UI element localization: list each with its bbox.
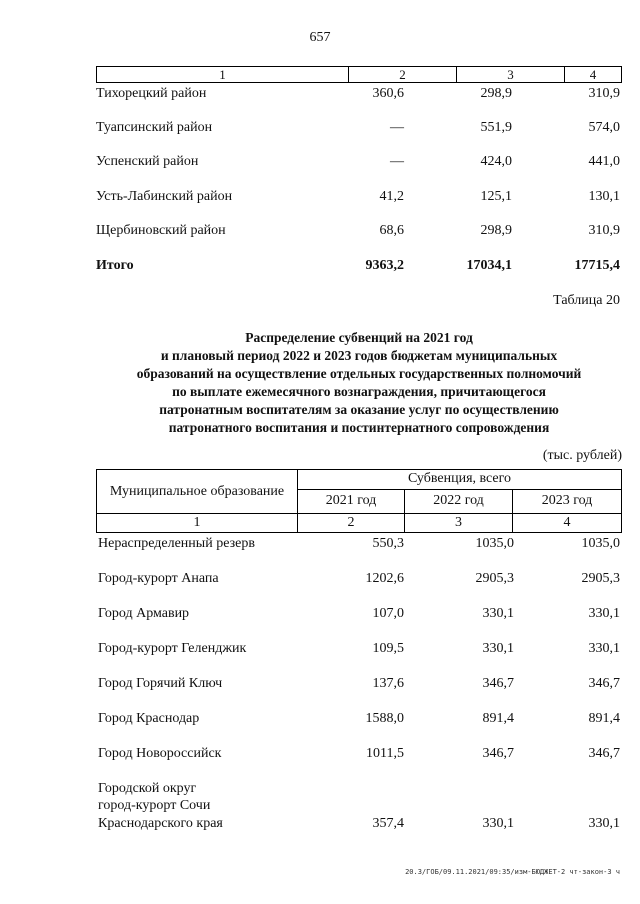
table-row — [96, 189, 622, 209]
table1-col-num-4: 4 — [589, 67, 597, 82]
row-value-2021: 1011,5 — [366, 746, 404, 761]
total-value-2022: 17034,1 — [466, 258, 512, 273]
row-name-line: город-курорт Сочи — [98, 798, 211, 813]
table2-col-num-3: 3 — [455, 515, 462, 530]
row-value-2021: — — [390, 120, 404, 135]
total-value-2023: 17715,4 — [574, 258, 620, 273]
row-value-2022: 330,1 — [482, 606, 514, 621]
table-row — [96, 781, 622, 841]
row-value-2021: 137,6 — [372, 676, 404, 691]
row-value-2022: 298,9 — [480, 223, 512, 238]
row-value-2022: 330,1 — [482, 641, 514, 656]
row-name: Город Новороссийск — [98, 746, 222, 761]
table-row — [96, 154, 622, 174]
row-value-2022: 298,9 — [480, 86, 512, 101]
row-value-2021: 357,4 — [372, 816, 404, 831]
year-2023-header: 2023 год — [541, 493, 593, 508]
total-value-2021: 9363,2 — [365, 258, 404, 273]
table2-col-num-4: 4 — [563, 515, 571, 530]
row-name: Туапсинский район — [96, 120, 213, 135]
row-value-2021: 109,5 — [372, 641, 404, 656]
row-value-2021: — — [390, 154, 404, 169]
row-value-2021: 107,0 — [372, 606, 404, 621]
footer-code: 20.3/ГОБ/09.11.2021/09:35/изм-БЮДЖЕТ-2 чт-закон-3 ч — [405, 868, 620, 876]
table1-col-num-2: 2 — [399, 67, 406, 82]
row-value-2021: 550,3 — [372, 536, 404, 551]
table-row — [96, 641, 622, 661]
row-value-2023: 574,0 — [588, 120, 620, 135]
table2-col-num-1: 1 — [193, 515, 201, 530]
row-name: Тихорецкий район — [96, 86, 207, 101]
year-2021-header: 2021 год — [325, 493, 377, 508]
row-value-2023: 330,1 — [588, 606, 620, 621]
title-line: патронатного воспитания и постинтернатного сопровождения — [168, 420, 550, 435]
row-value-2022: 330,1 — [482, 816, 514, 831]
units-label: (тыс. рублей) — [542, 448, 622, 463]
row-name-line: Краснодарского края — [98, 816, 223, 831]
page-number: 657 — [309, 30, 331, 45]
table-row — [96, 746, 622, 766]
table-row — [96, 223, 622, 243]
table-row — [96, 676, 622, 696]
row-value-2023: 2905,3 — [581, 571, 620, 586]
municipality-header: Муниципальное образование — [109, 484, 285, 499]
row-value-2022: 346,7 — [482, 676, 514, 691]
subvention-total-header: Субвенция, всего — [407, 471, 512, 486]
row-value-2023: 310,9 — [588, 223, 620, 238]
table1-col-num-1: 1 — [219, 67, 226, 82]
table-row — [96, 536, 622, 556]
row-value-2023: 330,1 — [588, 816, 620, 831]
row-value-2022: 424,0 — [480, 154, 512, 169]
table2-col-num-2: 2 — [347, 515, 355, 530]
row-name: Город Краснодар — [98, 711, 200, 726]
row-value-2023: 1035,0 — [581, 536, 620, 551]
row-name: Успенский район — [96, 154, 199, 169]
row-value-2022: 125,1 — [480, 189, 512, 204]
year-2022-header: 2022 год — [433, 493, 484, 508]
row-name: Город Армавир — [98, 606, 190, 621]
row-value-2023: 130,1 — [588, 189, 620, 204]
row-value-2021: 68,6 — [379, 223, 404, 238]
row-value-2022: 551,9 — [480, 120, 512, 135]
title-line: и плановый период 2022 и 2023 годов бюджетам муниципальных — [160, 348, 558, 363]
table-label: Таблица 20 — [553, 293, 620, 308]
table-title — [96, 329, 622, 437]
title-line: Распределение субвенций на 2021 год — [245, 330, 473, 345]
row-value-2022: 346,7 — [482, 746, 514, 761]
row-value-2023: 891,4 — [588, 711, 620, 726]
row-value-2021: 1202,6 — [365, 571, 404, 586]
table-row — [96, 86, 622, 106]
table-row — [96, 711, 622, 731]
title-line: образований на осуществление отдельных государственных полномочий — [136, 366, 582, 381]
row-value-2021: 41,2 — [379, 189, 404, 204]
total-row — [96, 258, 622, 278]
total-label: Итого — [96, 258, 134, 273]
row-name-line: Городской округ — [98, 781, 197, 796]
row-value-2023: 346,7 — [588, 746, 620, 761]
title-line: по выплате ежемесячного вознаграждения, причитающегося — [172, 384, 546, 399]
row-value-2021: 1588,0 — [365, 711, 404, 726]
table2-header — [96, 469, 622, 533]
table-row — [96, 606, 622, 626]
table1-col-num-3: 3 — [507, 67, 514, 82]
table1-header — [96, 66, 622, 83]
table-row — [96, 120, 622, 140]
row-name: Щербиновский район — [96, 223, 226, 238]
row-value-2022: 2905,3 — [475, 571, 514, 586]
row-name: Город Горячий Ключ — [98, 676, 223, 691]
row-value-2023: 441,0 — [588, 154, 620, 169]
title-line: патронатным воспитателям за оказание услуг по осуществлению — [159, 402, 559, 417]
row-value-2021: 360,6 — [372, 86, 404, 101]
row-value-2022: 1035,0 — [475, 536, 514, 551]
row-name: Город-курорт Анапа — [98, 571, 219, 586]
row-name: Усть-Лабинский район — [96, 189, 233, 204]
row-value-2022: 891,4 — [482, 711, 514, 726]
row-name: Нераспределенный резерв — [98, 536, 255, 551]
table-row — [96, 571, 622, 591]
row-value-2023: 330,1 — [588, 641, 620, 656]
row-value-2023: 310,9 — [588, 86, 620, 101]
row-value-2023: 346,7 — [588, 676, 620, 691]
row-name: Город-курорт Геленджик — [98, 641, 247, 656]
